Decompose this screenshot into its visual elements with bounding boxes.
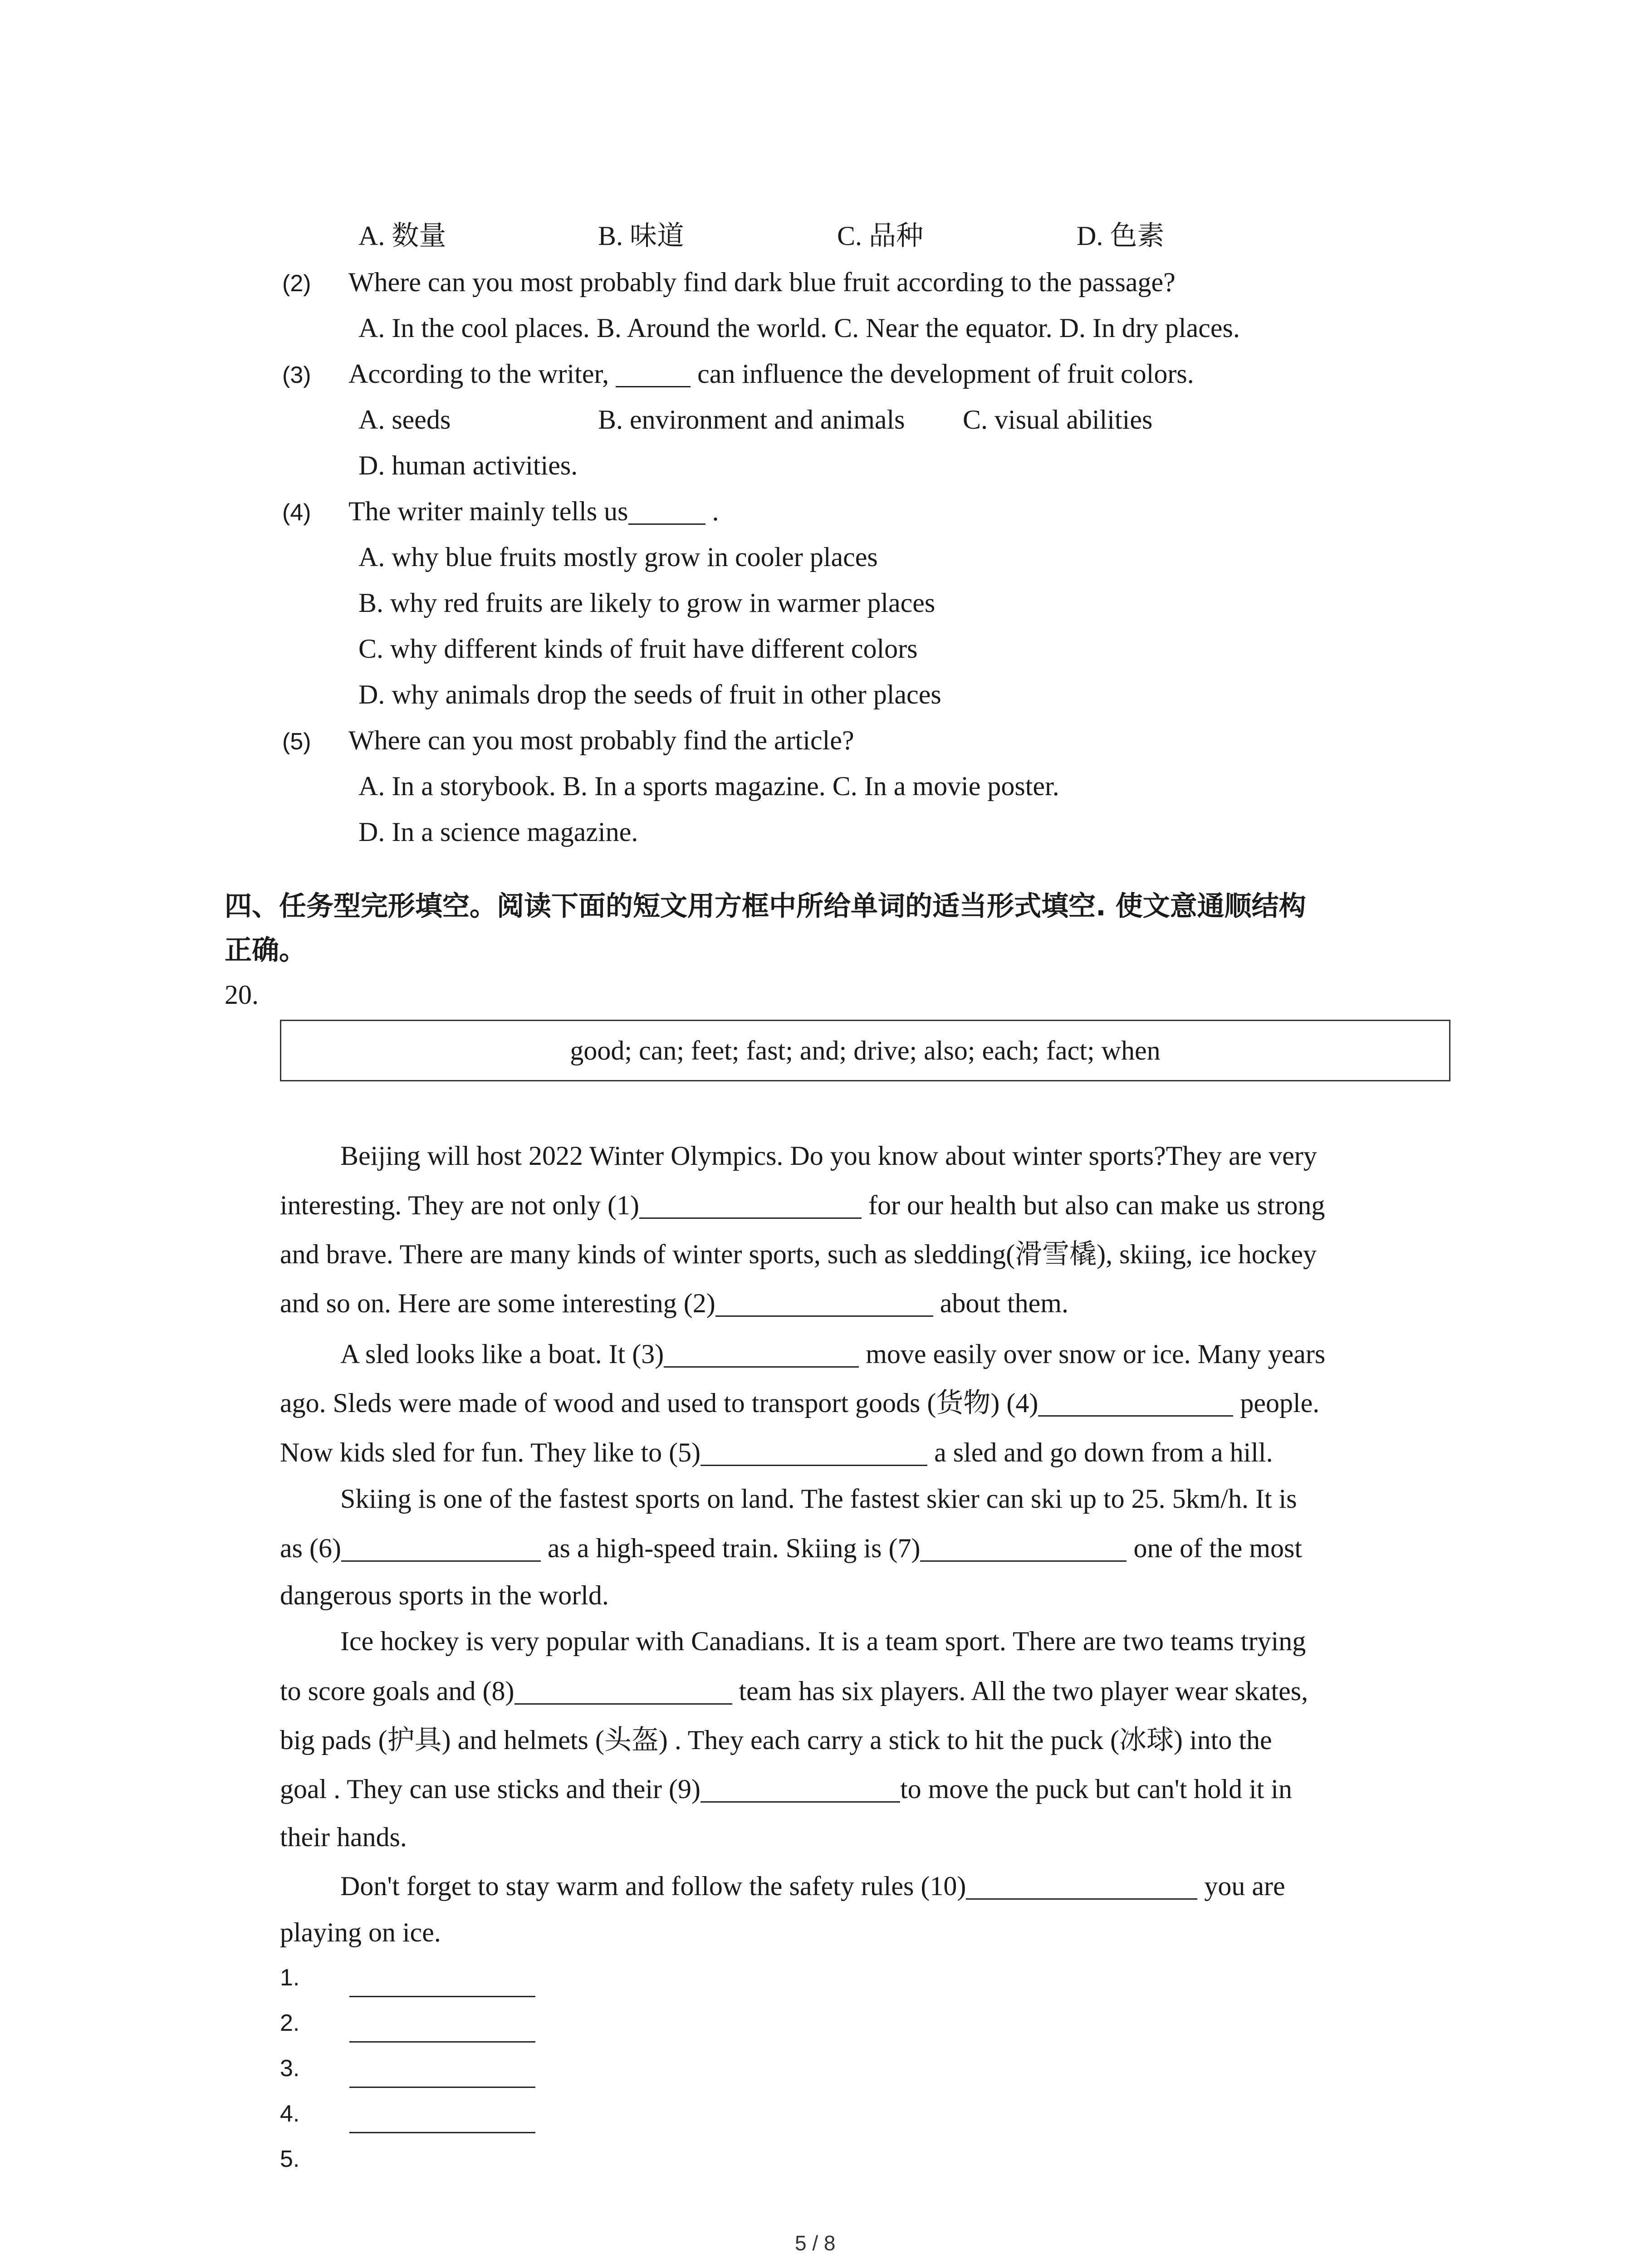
- blank-6[interactable]: [341, 1535, 541, 1562]
- passage-line: Skiing is one of the fastest sports on land. The fastest skier can ski up to 25. 5km/h. It is: [340, 1484, 1297, 1514]
- q1-option-d: D. 色素: [1077, 221, 1165, 251]
- q5-stem: Where can you most probably find the article?: [348, 725, 854, 755]
- q4-blank: [628, 498, 705, 525]
- answer-number: 4.: [280, 2101, 300, 2127]
- passage-line: Ice hockey is very popular with Canadians. It is a team sport. There are two teams trying: [340, 1626, 1306, 1656]
- q4-number: (4): [282, 499, 311, 526]
- q4-option-a: A. why blue fruits mostly grow in cooler places: [358, 542, 878, 572]
- blank-5[interactable]: [700, 1439, 927, 1466]
- word-bank: good; can; feet; fast; and; drive; also; each; fact; when: [570, 1036, 1161, 1066]
- q2-stem: Where can you most probably find dark blue fruit according to the passage?: [348, 267, 1176, 297]
- q2-number: (2): [282, 270, 311, 297]
- passage-line: their hands.: [280, 1822, 407, 1852]
- passage-line: dangerous sports in the world.: [280, 1580, 609, 1610]
- passage-line: to score goals and (8) team has six players. All the two player wear skates,: [280, 1676, 1308, 1706]
- passage-line: ago. Sleds were made of wood and used to transport goods (货物) (4) people.: [280, 1388, 1320, 1418]
- answer-line-4[interactable]: [349, 2132, 535, 2133]
- q3-option-b: B. environment and animals: [598, 405, 905, 435]
- passage-line: goal . They can use sticks and their (9) to move the puck but can't hold it in: [280, 1774, 1292, 1804]
- q3-option-c: C. visual abilities: [963, 405, 1153, 435]
- blank-4[interactable]: [1038, 1390, 1233, 1417]
- blank-2[interactable]: [715, 1290, 933, 1317]
- answer-number: 3.: [280, 2055, 300, 2082]
- q5-number: (5): [282, 728, 311, 755]
- blank-8[interactable]: [514, 1678, 732, 1705]
- answer-line-2[interactable]: [349, 2041, 535, 2043]
- blank-10[interactable]: [966, 1873, 1197, 1900]
- passage-line: Beijing will host 2022 Winter Olympics. Do you know about winter sports?They are very: [340, 1141, 1317, 1171]
- answer-line-1[interactable]: [349, 1996, 535, 1997]
- q3-stem: According to the writer, can influence the development of fruit colors.: [348, 359, 1194, 389]
- word-bank-box: [280, 1020, 1450, 1081]
- q1-option-b: B. 味道: [598, 221, 685, 251]
- q5-option-d: D. In a science magazine.: [358, 817, 638, 847]
- q4-stem: The writer mainly tells us .: [348, 496, 719, 526]
- passage-line: and so on. Here are some interesting (2) about them.: [280, 1288, 1068, 1318]
- answer-number: 1.: [280, 1965, 300, 1991]
- q5-options: A. In a storybook. B. In a sports magazine. C. In a movie poster.: [358, 771, 1059, 801]
- passage-line: Don't forget to stay warm and follow the safety rules (10) you are: [340, 1871, 1285, 1901]
- answer-number: 2.: [280, 2010, 300, 2036]
- answer-number: 5.: [280, 2146, 300, 2172]
- passage-line: Now kids sled for fun. They like to (5) a sled and go down from a hill.: [280, 1437, 1273, 1467]
- section-heading-line1: 四、任务型完形填空。阅读下面的短文用方框中所给单词的适当形式填空. 使文意通顺结构: [225, 890, 1306, 922]
- passage-line: and brave. There are many kinds of winter sports, such as sledding(滑雪橇), skiing, ice hockey: [280, 1239, 1317, 1269]
- answer-line-3[interactable]: [349, 2087, 535, 2088]
- q3-option-a: A. seeds: [358, 405, 451, 435]
- q1-option-c: C. 品种: [837, 221, 924, 251]
- q1-option-a: A. 数量: [358, 221, 446, 251]
- q4-option-d: D. why animals drop the seeds of fruit in other places: [358, 679, 941, 709]
- passage-line: as (6) as a high-speed train. Skiing is (7) one of the most: [280, 1533, 1303, 1563]
- blank-3[interactable]: [664, 1341, 859, 1368]
- q4-option-c: C. why different kinds of fruit have different colors: [358, 634, 918, 664]
- q3-option-d: D. human activities.: [358, 450, 578, 480]
- blank-1[interactable]: [639, 1192, 862, 1219]
- passage-line: interesting. They are not only (1) for our health but also can make us strong: [280, 1190, 1325, 1220]
- q2-options: A. In the cool places. B. Around the world. C. Near the equator. D. In dry places.: [358, 313, 1240, 343]
- passage-line: playing on ice.: [280, 1917, 441, 1947]
- q3-blank: [616, 361, 691, 387]
- section-heading-line2: 正确。: [225, 934, 306, 966]
- q3-number: (3): [282, 362, 311, 388]
- blank-7[interactable]: [920, 1535, 1127, 1562]
- q4-option-b: B. why red fruits are likely to grow in warmer places: [358, 588, 936, 618]
- question-number: 20.: [225, 980, 259, 1010]
- page-number: 5 / 8: [795, 2231, 836, 2255]
- passage-line: A sled looks like a boat. It (3) move easily over snow or ice. Many years: [340, 1339, 1326, 1369]
- blank-9[interactable]: [700, 1776, 900, 1803]
- passage-line: big pads (护具) and helmets (头盔) . They each carry a stick to hit the puck (冰球) into the: [280, 1725, 1272, 1755]
